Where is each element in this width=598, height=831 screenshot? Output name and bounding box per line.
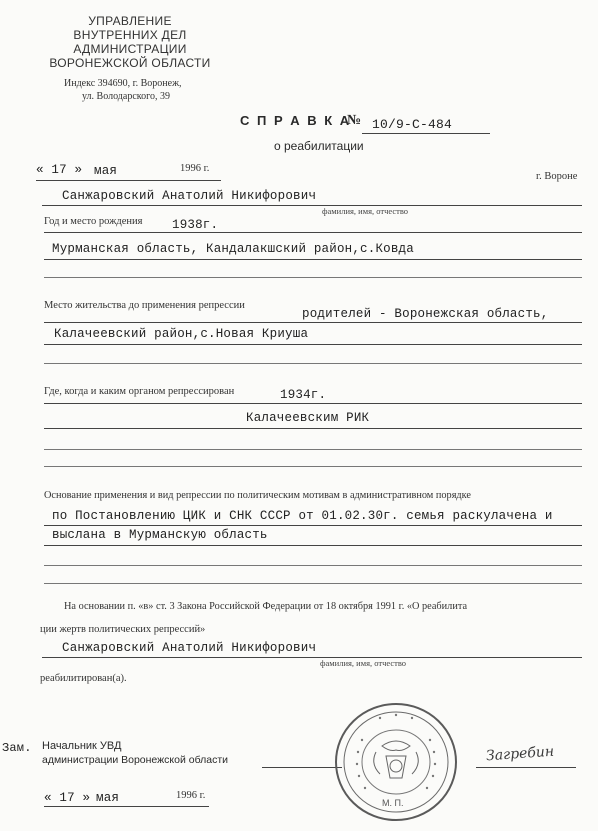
birth-label: Год и место рождения: [44, 216, 143, 227]
issue-city: г. Вороне: [536, 171, 578, 182]
person-name: Санжаровский Анатолий Никифорович: [62, 189, 317, 203]
issue-month: мая: [94, 164, 118, 178]
number-underline: [362, 133, 490, 134]
repression-organ: Калачеевским РИК: [246, 411, 370, 425]
sign-month: мая: [96, 791, 120, 805]
org-header-line: ВНУТРЕННИХ ДЕЛ: [73, 28, 187, 42]
signature-line: [262, 767, 342, 768]
number-sign: №: [347, 113, 362, 128]
document-subtitle: о реабилитации: [274, 139, 364, 153]
blank-line: [44, 449, 582, 450]
address-line: Индекс 394690, г. Воронеж,: [64, 78, 182, 89]
issue-day: « 17 »: [36, 163, 83, 177]
sign-date-underline: [44, 806, 209, 807]
residence-label: Место жительства до применения репрессии: [44, 300, 245, 311]
org-header-line: АДМИНИСТРАЦИИ: [73, 42, 187, 56]
residence-value: родителей - Воронежская область,: [302, 307, 549, 321]
name-caption: фамилия, имя, отчество: [320, 658, 407, 668]
blank-line: [44, 277, 582, 278]
law-text: ции жертв политических репрессий»: [40, 624, 206, 635]
birth-place-underline: [44, 259, 582, 260]
date-underline: [36, 180, 221, 181]
handwritten-signature: Загребин: [485, 743, 555, 765]
blank-line: [44, 466, 582, 467]
name-underline: [42, 205, 582, 206]
org-header-line: УПРАВЛЕНИЕ: [88, 14, 172, 28]
residence-underline: [44, 344, 582, 345]
blank-line: [44, 363, 582, 364]
blank-line: [44, 565, 582, 566]
official-stamp-icon: [332, 700, 460, 824]
document-number: 10/9-С-484: [372, 117, 453, 132]
document-title: С П Р А В К А: [240, 113, 352, 128]
name-underline: [42, 657, 582, 658]
residence-underline: [44, 322, 582, 323]
signer-position: администрации Воронежской области: [42, 754, 229, 766]
stamp-mp-label: М. П.: [382, 798, 404, 808]
rehabilitated-name: Санжаровский Анатолий Никифорович: [62, 641, 317, 655]
sign-year: 1996 г.: [176, 790, 206, 801]
blank-line: [44, 583, 582, 584]
signature-line: [476, 767, 576, 768]
basis-value: по Постановлению ЦИК и СНК СССР от 01.02.30г. семья раскулачена и: [52, 509, 553, 523]
deputy-prefix: Зам.: [2, 741, 32, 755]
basis-value: выслана в Мурманскую область: [52, 528, 268, 542]
basis-label: Основание применения и вид репрессии по политическим мотивам в административном порядке: [44, 490, 471, 501]
repression-underline: [44, 403, 582, 404]
birth-underline: [44, 232, 582, 233]
org-header-line: ВОРОНЕЖСКОЙ ОБЛАСТИ: [49, 56, 211, 70]
address-line: ул. Володарского, 39: [82, 91, 170, 102]
law-text: На основании п. «в» ст. 3 Закона Российской Федерации от 18 октября 1991 г. «О реабилита: [64, 601, 468, 612]
repression-label: Где, когда и каким органом репрессирован: [44, 386, 235, 397]
issue-year: 1996 г.: [180, 163, 210, 174]
birth-year: 1938г.: [172, 218, 219, 232]
basis-underline: [44, 525, 582, 526]
sign-day: « 17 »: [44, 791, 91, 805]
signer-position: Начальник УВД: [42, 740, 122, 752]
residence-value: Калачеевский район,с.Новая Криуша: [54, 327, 309, 341]
birth-place: Мурманская область, Кандалакшский район,с.Ковда: [52, 242, 414, 256]
basis-underline: [44, 545, 582, 546]
org-header: [40, 14, 220, 70]
repression-underline: [44, 428, 582, 429]
name-caption: фамилия, имя, отчество: [322, 206, 409, 216]
rehabilitated-text: реабилитирован(а).: [40, 673, 127, 684]
repression-year: 1934г.: [280, 388, 327, 402]
